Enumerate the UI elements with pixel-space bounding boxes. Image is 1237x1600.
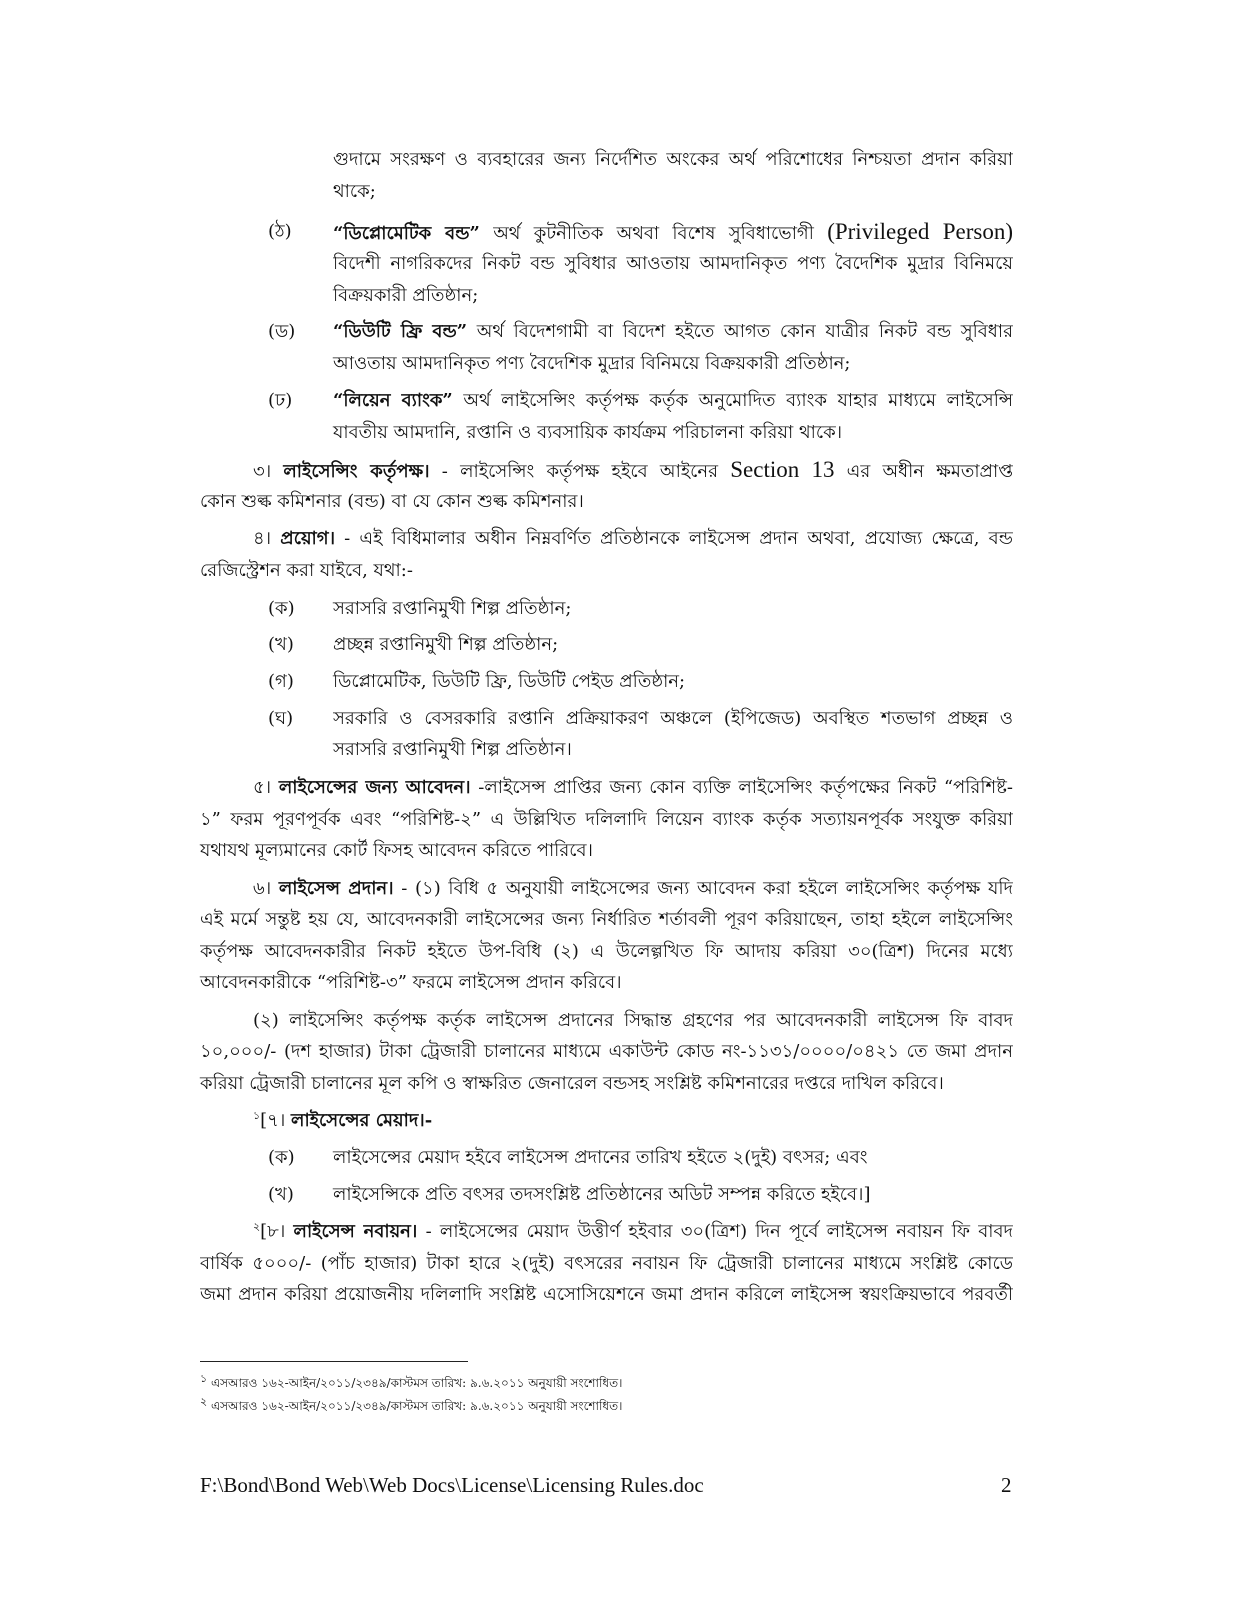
- clause-marker: (ঢ): [268, 390, 293, 411]
- section-8-heading-line: [253, 1217, 1013, 1247]
- section-title: লাইসেন্সের মেয়াদ।-: [291, 1110, 433, 1131]
- list-item: প্রচ্ছন্ন রপ্তানিমুখী শিল্প প্রতিষ্ঠান;: [333, 634, 559, 655]
- section-text: -লাইসেন্স প্রাপ্তির জন্য কোন ব্যক্তি লাইসেন্সিং কর্তৃপক্ষের নিকট “পরিশিষ্ট-: [470, 777, 1013, 798]
- footnote-ref[interactable]: ১: [253, 1109, 261, 1122]
- body-line: বার্ষিক ৫০০০/- (পাঁচ হাজার) টাকা হারে ২(দুই) বৎসরের নবায়ন ফি ট্রেজারী চালানের মাধ্যমে সংশ্লিষ্ট কোডে: [200, 1253, 1013, 1274]
- footer-file-path: F:\Bond\Bond Web\Web Docs\License\Licensing Rules.doc: [200, 1473, 704, 1497]
- body-line: (২) লাইসেন্সিং কর্তৃপক্ষ কর্তৃক লাইসেন্স প্রদানের সিদ্ধান্ত গ্রহণের পর আবেদনকারী লাইসেন্স ফি বাবদ: [253, 1010, 1013, 1031]
- section-text: - (১) বিধি ৫ অনুযায়ী লাইসেন্সের জন্য আবেদন করা হইলে লাইসেন্সিং কর্তৃপক্ষ যদি: [393, 878, 1013, 899]
- body-line: রেজিস্ট্রেশন করা যাইবে, যথা:-: [200, 560, 413, 581]
- section-title: প্রয়োগ।: [280, 528, 336, 549]
- section-title: লাইসেন্সিং কর্তৃপক্ষ।: [283, 461, 430, 482]
- list-item-continuation: সরাসরি রপ্তানিমুখী শিল্প প্রতিষ্ঠান।: [333, 739, 572, 760]
- body-line: কর্তৃপক্ষ আবেদনকারীর নিকট হইতে উপ-বিধি (২) এ উলেল্গখিত ফি আদায় করিয়া ৩০(ত্রিশ) দিনের মধ্যে: [200, 941, 1013, 962]
- section-4-heading-line: [253, 524, 1013, 554]
- section-7-heading-line: [253, 1106, 432, 1136]
- section-text: - এই বিধিমালার অধীন নিম্নবর্ণিত প্রতিষ্ঠানকে লাইসেন্স প্রদান অথবা, প্রযোজ্য ক্ষেত্রে, বন্ড: [335, 528, 1013, 549]
- list-marker: (গ): [268, 671, 294, 692]
- definition-text: অর্থ বিদেশগামী বা বিদেশ হইতে আগত কোন যাত্রীর নিকট বন্ড সুবিধার: [467, 321, 1013, 342]
- footnote: [200, 1374, 622, 1392]
- footnote-text: এসআরও ১৬২-আইন/২০১১/২৩৪৯/কাস্টমস তারিখ: ৯.৬.২০১১ অনুযায়ী সংশোধিত।: [207, 1376, 623, 1390]
- section-title: লাইসেন্স নবায়ন।: [293, 1221, 418, 1242]
- section-number: [৭।: [260, 1110, 286, 1131]
- body-line: গুদামে সংরক্ষণ ও ব্যবহারের জন্য নির্দেশিত অংকের অর্থ পরিশোধের নিশ্চয়তা প্রদান করিয়া: [333, 149, 1013, 170]
- section-text: এর অধীন ক্ষমতাপ্রাপ্ত: [834, 461, 1013, 482]
- list-item: সরাসরি রপ্তানিমুখী শিল্প প্রতিষ্ঠান;: [333, 598, 572, 619]
- definition-term: “লিয়েন ব্যাংক”: [333, 390, 453, 411]
- body-line: জমা প্রদান করিয়া প্রয়োজনীয় দলিলাদি সংশ্লিষ্ট এসোসিয়েশনে জমা প্রদান করিলে লাইসেন্স স্বয়ংক্রিয়ভাবে পরবর্তী: [200, 1284, 1013, 1305]
- footnote-text: এসআরও ১৬২-আইন/২০১১/২৩৪৯/কাস্টমস তারিখ: ৯.৬.২০১১ অনুযায়ী সংশোধিত।: [207, 1399, 623, 1413]
- list-item: ডিপ্লোমেটিক, ডিউটি ফ্রি, ডিউটি পেইড প্রতিষ্ঠান;: [333, 671, 686, 692]
- list-item: লাইসেন্সিকে প্রতি বৎসর তদসংশ্লিষ্ট প্রতিষ্ঠানের অডিট সম্পন্ন করিতে হইবে।]: [333, 1184, 871, 1205]
- section-number: ৩।: [253, 461, 272, 482]
- body-line: এই মর্মে সন্তুষ্ট হয় যে, আবেদনকারী লাইসেন্সের জন্য নির্ধারিত শর্তাবলী পূরণ করিয়াছেন, তাহা হইলে লাইসেন্সিং: [200, 909, 1013, 930]
- list-marker: (ঘ): [268, 708, 294, 729]
- section-english: Section 13: [730, 457, 835, 482]
- section-number: [৮।: [260, 1221, 286, 1242]
- body-line: কোন শুল্ক কমিশনার (বন্ড) বা যে কোন শুল্ক কমিশনার।: [200, 491, 584, 512]
- list-marker: (ক): [268, 1147, 295, 1168]
- section-title: লাইসেন্সের জন্য আবেদন।: [278, 777, 471, 798]
- section-text: - লাইসেন্সের মেয়াদ উত্তীর্ণ হইবার ৩০(ত্রিশ) দিন পূর্বে লাইসেন্স নবায়ন ফি বাবদ: [417, 1221, 1013, 1242]
- body-line: করিয়া ট্রেজারী চালানের মূল কপি ও স্বাক্ষরিত জেনারেল বন্ডসহ সংশ্লিষ্ট কমিশনারের দপ্তরে দাখিল করিবে।: [200, 1073, 944, 1094]
- footnote-ref[interactable]: ২: [253, 1220, 261, 1233]
- footnote: [200, 1397, 622, 1415]
- body-line: বিদেশী নাগরিকদের নিকট বন্ড সুবিধার আওতায় আমদানিকৃত পণ্য বৈদেশিক মুদ্রার বিনিময়ে: [333, 253, 1013, 274]
- list-marker: (ক): [268, 598, 295, 619]
- list-item: লাইসেন্সের মেয়াদ হইবে লাইসেন্স প্রদানের তারিখ হইতে ২(দুই) বৎসর; এবং: [333, 1147, 868, 1168]
- definition-english: (Privileged Person): [827, 219, 1013, 244]
- clause-marker: (ঠ): [268, 221, 292, 242]
- definition-line: [333, 217, 1013, 247]
- section-title: লাইসেন্স প্রদান।: [278, 878, 394, 899]
- section-number: ৪।: [253, 528, 272, 549]
- list-marker: (খ): [268, 634, 294, 655]
- definition-text: অর্থ কুটনীতিক অথবা বিশেষ সুবিধাভোগী: [479, 223, 828, 244]
- footnote-separator: [200, 1361, 468, 1362]
- body-line: যথাযথ মূল্যমানের কোর্ট ফিসহ আবেদন করিতে পারিবে।: [200, 840, 593, 861]
- clause-marker: (ড): [268, 321, 296, 342]
- section-6-heading-line: [253, 874, 1013, 904]
- definition-line: [333, 317, 1013, 347]
- section-3-heading-line: [253, 455, 1013, 485]
- footnote-number: ২: [200, 1395, 208, 1408]
- list-marker: (খ): [268, 1184, 294, 1205]
- definition-text: অর্থ লাইসেন্সিং কর্তৃপক্ষ কর্তৃক অনুমোদিত ব্যাংক যাহার মাধ্যমে লাইসেন্সি: [452, 390, 1013, 411]
- body-line: বিক্রয়কারী প্রতিষ্ঠান;: [333, 285, 479, 306]
- section-text: - লাইসেন্সিং কর্তৃপক্ষ হইবে আইনের: [429, 461, 731, 482]
- definition-line: [333, 386, 1013, 416]
- section-number: ৫।: [253, 777, 272, 798]
- body-line: থাকে;: [333, 181, 376, 202]
- body-line: যাবতীয় আমদানি, রপ্তানি ও ব্যবসায়িক কার্যক্রম পরিচালনা করিয়া থাকে।: [333, 422, 843, 443]
- definition-term: “ডিউটি ফ্রি বন্ড”: [333, 321, 468, 342]
- section-5-heading-line: [253, 773, 1013, 803]
- page-number: 2: [1001, 1473, 1012, 1497]
- definition-term: “ডিপ্লোমেটিক বন্ড”: [333, 223, 480, 244]
- body-line: ১” ফরম পূরণপূর্বক এবং “পরিশিষ্ট-২” এ উল্লিখিত দলিলাদি লিয়েন ব্যাংক কর্তৃক সত্যায়নপূর্বক সংযুক্ত করিয়া: [200, 809, 1013, 830]
- body-line: ১০,০০০/- (দশ হাজার) টাকা ট্রেজারী চালানের মাধ্যমে একাউন্ট কোড নং-১১৩১/০০০০/০৪২১ তে জমা প্রদান: [200, 1041, 1013, 1062]
- body-line: আওতায় আমদানিকৃত পণ্য বৈদেশিক মুদ্রার বিনিময়ে বিক্রয়কারী প্রতিষ্ঠান;: [333, 353, 851, 374]
- list-item: সরকারি ও বেসরকারি রপ্তানি প্রক্রিয়াকরণ অঞ্চলে (ইপিজেড) অবস্থিত শতভাগ প্রচ্ছন্ন ও: [333, 708, 1013, 729]
- footnote-number: ১: [200, 1372, 208, 1385]
- body-line: আবেদনকারীকে “পরিশিষ্ট-৩” ফরমে লাইসেন্স প্রদান করিবে।: [200, 972, 622, 993]
- section-number: ৬।: [253, 878, 272, 899]
